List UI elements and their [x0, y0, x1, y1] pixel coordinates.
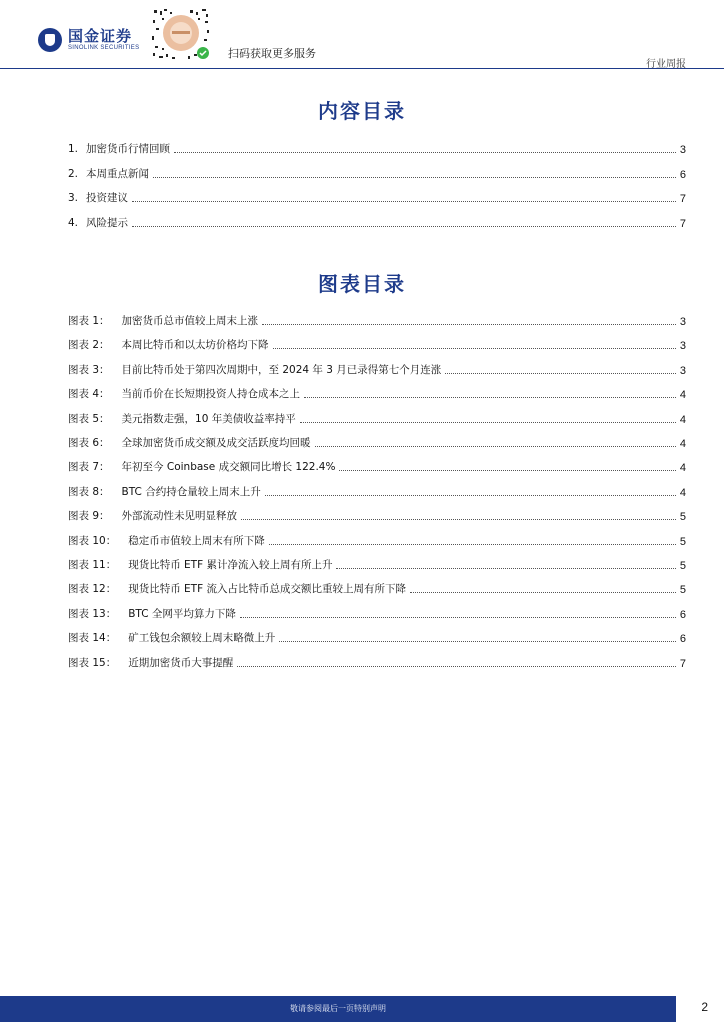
figure-entry[interactable] — [68, 532, 686, 548]
entry-number: 图表 5： — [68, 412, 110, 425]
figure-entry[interactable] — [68, 605, 686, 621]
entry-number: 图表 6： — [68, 437, 110, 449]
contents-entry[interactable] — [68, 140, 686, 156]
entry-page-number: 6 — [679, 633, 686, 646]
entry-title: 加密货币总市值较上周末上涨 — [121, 315, 259, 327]
entry-page-number: 5 — [679, 560, 686, 572]
entry-title: 年初至今 Coinbase 成交额同比增长 122.4% — [121, 461, 336, 474]
entry-number: 图表 12： — [68, 583, 117, 596]
dot-leader — [300, 422, 676, 423]
entry-number: 1. — [68, 143, 79, 155]
entry-label — [68, 313, 258, 328]
entry-page-number: 4 — [679, 413, 686, 426]
dot-leader — [279, 641, 676, 642]
entry-label — [68, 215, 128, 230]
figure-entry[interactable] — [68, 629, 686, 645]
entry-label — [68, 411, 296, 426]
dot-leader — [237, 666, 676, 667]
dot-leader — [174, 152, 676, 153]
entry-title: 美元指数走强，10 年美债收益率持平 — [121, 412, 296, 425]
page-header — [0, 0, 724, 70]
figure-entry[interactable] — [68, 312, 686, 328]
dot-leader — [241, 519, 676, 520]
figure-entry[interactable] — [68, 410, 686, 426]
entry-page-number: 7 — [679, 217, 686, 230]
entry-number: 图表 2： — [68, 339, 110, 352]
entry-label — [68, 337, 269, 352]
entry-label — [68, 459, 335, 474]
entry-page-number: 5 — [679, 511, 686, 524]
entry-label — [68, 630, 275, 645]
qr-code-icon[interactable] — [150, 6, 212, 62]
entry-label — [68, 190, 128, 205]
logo-name-cn: 国金证券 — [68, 27, 133, 45]
entry-label — [68, 508, 237, 523]
entry-number: 图表 1： — [68, 315, 110, 327]
footer-disclaimer[interactable]: 敬请参阅最后一页特别声明 — [290, 1004, 386, 1013]
figure-entry[interactable] — [68, 654, 686, 670]
entry-title: 本周比特币和以太坊价格均下降 — [121, 339, 269, 352]
entry-page-number: 7 — [679, 657, 686, 670]
dot-leader — [336, 568, 675, 569]
figure-entry[interactable] — [68, 336, 686, 352]
entry-number: 图表 9： — [68, 510, 110, 523]
figure-entry[interactable] — [68, 361, 686, 377]
entry-title: BTC 合约持仓量较上周末上升 — [121, 485, 261, 498]
entry-page-number: 3 — [679, 144, 686, 156]
entry-page-number: 4 — [679, 389, 686, 402]
entry-title: 目前比特币处于第四次周期中，至 2024 年 3 月已录得第七个月连涨 — [121, 363, 442, 376]
entry-label — [68, 557, 332, 572]
dot-leader — [265, 495, 676, 496]
entry-number: 2. — [68, 167, 79, 180]
dot-leader — [315, 446, 676, 447]
entry-page-number: 6 — [679, 168, 686, 181]
entry-page-number: 5 — [679, 584, 686, 597]
figure-entry[interactable] — [68, 458, 686, 474]
entry-page-number: 4 — [679, 438, 686, 450]
logo-icon — [38, 28, 62, 52]
dot-leader — [153, 177, 676, 178]
entry-number: 图表 10： — [68, 534, 117, 547]
entry-title: 稳定币市值较上周末有所下降 — [128, 534, 265, 547]
dot-leader — [262, 324, 676, 325]
entry-label — [68, 166, 149, 181]
entry-page-number: 4 — [679, 486, 686, 499]
report-type-label: 行业周报 — [646, 59, 686, 70]
figure-entry[interactable] — [68, 507, 686, 523]
entry-number: 4. — [68, 216, 79, 229]
entry-title: 风险提示 — [86, 216, 129, 229]
entry-number: 图表 4： — [68, 388, 110, 401]
entry-page-number: 3 — [679, 364, 686, 377]
dot-leader — [445, 373, 676, 374]
entry-title: 矿工钱包余额较上周末略微上升 — [128, 632, 276, 645]
entry-page-number: 5 — [679, 535, 686, 548]
entry-label — [68, 484, 261, 499]
entry-title: 投资建议 — [86, 192, 129, 204]
figure-entry[interactable] — [68, 580, 686, 596]
dot-leader — [273, 348, 676, 349]
dot-leader — [339, 470, 675, 471]
entry-title: 本周重点新闻 — [86, 167, 150, 180]
dot-leader — [304, 397, 676, 398]
qr-caption: 扫码获取更多服务 — [228, 47, 316, 60]
dot-leader — [240, 617, 676, 618]
contents-title: 内容目录 — [318, 99, 406, 123]
entry-title: 当前币价在长短期投资人持仓成本之上 — [121, 388, 301, 401]
entry-number: 图表 8： — [68, 485, 110, 498]
entry-title: 全球加密货币成交额及成交活跃度均回暖 — [121, 437, 311, 449]
contents-entry[interactable] — [68, 165, 686, 181]
entry-page-number: 3 — [679, 340, 686, 353]
entry-label — [68, 435, 311, 450]
contents-entry[interactable] — [68, 189, 686, 205]
entry-page-number: 3 — [679, 316, 686, 328]
entry-number: 图表 11： — [68, 559, 117, 571]
entry-label — [68, 533, 265, 548]
entry-page-number: 4 — [679, 462, 686, 475]
entry-label — [68, 655, 233, 670]
entry-number: 图表 14： — [68, 632, 117, 645]
page-number: 2 — [701, 1000, 708, 1014]
dot-leader — [410, 592, 676, 593]
figure-entry[interactable] — [68, 556, 686, 572]
entry-title: 现货比特币 ETF 累计净流入较上周有所上升 — [128, 559, 333, 571]
logo-name-en: SINOLINK SECURITIES — [68, 45, 140, 51]
entry-label — [68, 386, 300, 401]
figure-entry[interactable] — [68, 385, 686, 401]
entry-number: 图表 15： — [68, 656, 117, 669]
entry-label — [68, 362, 441, 377]
entry-title: 现货比特币 ETF 流入占比特币总成交额比重较上周有所下降 — [128, 583, 406, 596]
dot-leader — [132, 201, 676, 202]
entry-page-number: 7 — [679, 193, 686, 205]
header-divider — [0, 68, 724, 69]
figures-title: 图表目录 — [318, 272, 406, 296]
entry-title: 外部流动性未见明显释放 — [121, 510, 238, 523]
entry-label — [68, 606, 236, 621]
entry-title: BTC 全网平均算力下降 — [128, 607, 236, 620]
company-logo — [38, 28, 139, 52]
entry-label — [68, 141, 170, 156]
entry-number: 3. — [68, 192, 79, 204]
dot-leader — [132, 226, 676, 227]
entry-number: 图表 13： — [68, 607, 117, 620]
entry-label — [68, 581, 406, 596]
entry-title: 加密货币行情回顾 — [86, 143, 171, 155]
figure-entry[interactable] — [68, 483, 686, 499]
contents-entry[interactable] — [68, 214, 686, 230]
entry-title: 近期加密货币大事提醒 — [128, 656, 234, 669]
entry-page-number: 6 — [679, 608, 686, 621]
entry-number: 图表 3： — [68, 363, 110, 376]
figure-entry[interactable] — [68, 434, 686, 450]
dot-leader — [269, 544, 676, 545]
entry-number: 图表 7： — [68, 461, 110, 474]
